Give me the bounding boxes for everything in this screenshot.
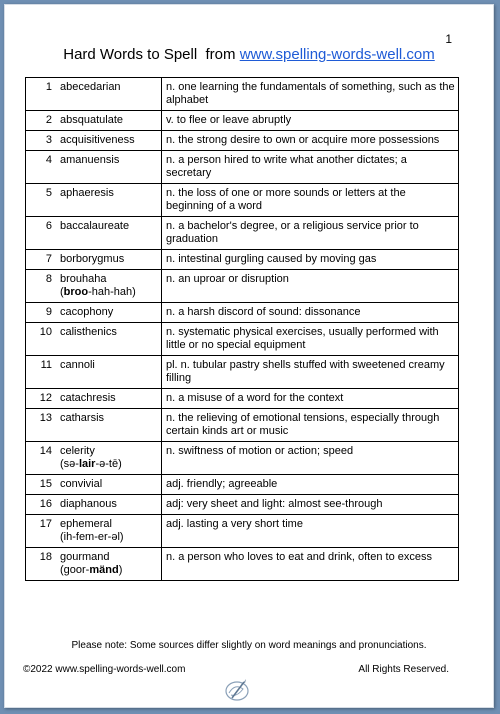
word-text: absquatulate [60, 114, 123, 126]
word-cell [54, 250, 162, 270]
row-number: 2 [26, 111, 55, 131]
word-text: diaphanous [60, 498, 117, 510]
definition-cell: n. one learning the fundamentals of something, such as the alphabet [162, 78, 459, 111]
word-cell [54, 303, 162, 323]
pronunciation-part: ) [118, 564, 123, 576]
word-cell [54, 409, 162, 442]
table-row [26, 217, 459, 250]
table-row [26, 250, 459, 270]
table-row [26, 548, 459, 581]
table-row [26, 323, 459, 356]
pronunciation [60, 564, 158, 577]
word-cell [54, 151, 162, 184]
row-number: 1 [26, 78, 55, 111]
row-number: 3 [26, 131, 55, 151]
definition-cell: n. the strong desire to own or acquire more possessions [162, 131, 459, 151]
table-row [26, 78, 459, 111]
definition-cell: v. to flee or leave abruptly [162, 111, 459, 131]
row-number: 14 [26, 442, 55, 475]
pronunciation-stress: broo [63, 286, 89, 298]
document-page [4, 4, 494, 708]
pronunciation-part: (ih-fem-er-əl) [60, 531, 124, 543]
word-cell [54, 184, 162, 217]
word-cell [54, 442, 162, 475]
pronunciation-stress: lair [78, 458, 96, 470]
definition-cell: n. an uproar or disruption [162, 270, 459, 303]
word-text: catharsis [60, 412, 105, 424]
row-number: 10 [26, 323, 55, 356]
definition-cell: n. intestinal gurgling caused by moving gas [162, 250, 459, 270]
word-text: ephemeral [60, 518, 112, 530]
word-cell [54, 111, 162, 131]
pronunciation-part: ( [60, 286, 64, 298]
word-text: baccalaureate [60, 220, 130, 232]
row-number: 6 [26, 217, 55, 250]
note-text: Please note: Some sources differ slightly on word meanings and pronunciations. [71, 640, 427, 651]
word-text: cannoli [60, 359, 95, 371]
word-cell [54, 495, 162, 515]
row-number: 17 [26, 515, 55, 548]
pronunciation [60, 458, 158, 471]
title-text: Hard Words to Spell from [63, 46, 240, 63]
word-text: acquisitiveness [60, 134, 135, 146]
row-number: 13 [26, 409, 55, 442]
definition-cell: adj: very sheet and light: almost see-through [162, 495, 459, 515]
table-row [26, 495, 459, 515]
definition-cell: n. a harsh discord of sound: dissonance [162, 303, 459, 323]
word-cell [54, 515, 162, 548]
definition-cell: n. swiftness of motion or action; speed [162, 442, 459, 475]
row-number: 18 [26, 548, 55, 581]
pronunciation [60, 286, 158, 299]
word-cell [54, 131, 162, 151]
copyright-text: ©2022 www.spelling-words-well.com [23, 664, 186, 675]
definition-cell: n. a misuse of a word for the context [162, 389, 459, 409]
definition-cell: adj. friendly; agreeable [162, 475, 459, 495]
word-text: amanuensis [60, 154, 120, 166]
word-text: cacophony [60, 306, 114, 318]
table-row [26, 184, 459, 217]
word-text: calisthenics [60, 326, 117, 338]
table-row [26, 442, 459, 475]
row-number: 15 [26, 475, 55, 495]
rights-text: All Rights Reserved. [358, 664, 449, 675]
row-number: 4 [26, 151, 55, 184]
row-number: 12 [26, 389, 55, 409]
definition-cell: pl. n. tubular pastry shells stuffed with sweetened creamy filling [162, 356, 459, 389]
word-cell [54, 217, 162, 250]
row-number: 16 [26, 495, 55, 515]
row-number: 5 [26, 184, 55, 217]
word-cell [54, 270, 162, 303]
definition-cell: n. the relieving of emotional tensions, especially through certain kinds art or music [162, 409, 459, 442]
word-text: borborygmus [60, 253, 125, 265]
word-cell [54, 389, 162, 409]
pronunciation-part: (sə- [60, 458, 79, 470]
word-cell [54, 78, 162, 111]
word-cell [54, 323, 162, 356]
table-row [26, 131, 459, 151]
word-cell [54, 356, 162, 389]
definition-cell: adj. lasting a very short time [162, 515, 459, 548]
word-cell [54, 548, 162, 581]
table-row [26, 389, 459, 409]
definition-cell: n. a person hired to write what another dictates; a secretary [162, 151, 459, 184]
row-number: 7 [26, 250, 55, 270]
table-row [26, 356, 459, 389]
pronunciation [60, 531, 158, 544]
definition-cell: n. systematic physical exercises, usually performed with little or no special equipment [162, 323, 459, 356]
page-number: 1 [445, 32, 452, 46]
page-title [5, 46, 493, 63]
word-text: convivial [60, 478, 103, 490]
pencil-spiral-logo-icon [223, 677, 251, 703]
row-number: 9 [26, 303, 55, 323]
table-row [26, 475, 459, 495]
word-text: celerity [60, 445, 95, 457]
pronunciation-part: -ə-tē) [95, 458, 122, 470]
definition-cell: n. a bachelor's degree, or a religious service prior to graduation [162, 217, 459, 250]
word-text: aphaeresis [60, 187, 114, 199]
row-number: 8 [26, 270, 55, 303]
pronunciation-part: (goor- [60, 564, 90, 576]
word-text: catachresis [60, 392, 116, 404]
word-cell [54, 475, 162, 495]
word-text: gourmand [60, 551, 110, 563]
pronunciation-part: -hah-hah) [88, 286, 136, 298]
table-row [26, 515, 459, 548]
word-text: brouhaha [60, 273, 107, 285]
row-number: 11 [26, 356, 55, 389]
table-row [26, 111, 459, 131]
table-row [26, 303, 459, 323]
table-row [26, 151, 459, 184]
table-row [26, 409, 459, 442]
table-row [26, 270, 459, 303]
pronunciation-stress: mänd [89, 564, 119, 576]
definition-cell: n. a person who loves to eat and drink, often to excess [162, 548, 459, 581]
word-text: abecedarian [60, 81, 121, 93]
words-table [25, 77, 459, 581]
definition-cell: n. the loss of one or more sounds or letters at the beginning of a word [162, 184, 459, 217]
title-link[interactable]: www.spelling-words-well.com [239, 46, 435, 63]
